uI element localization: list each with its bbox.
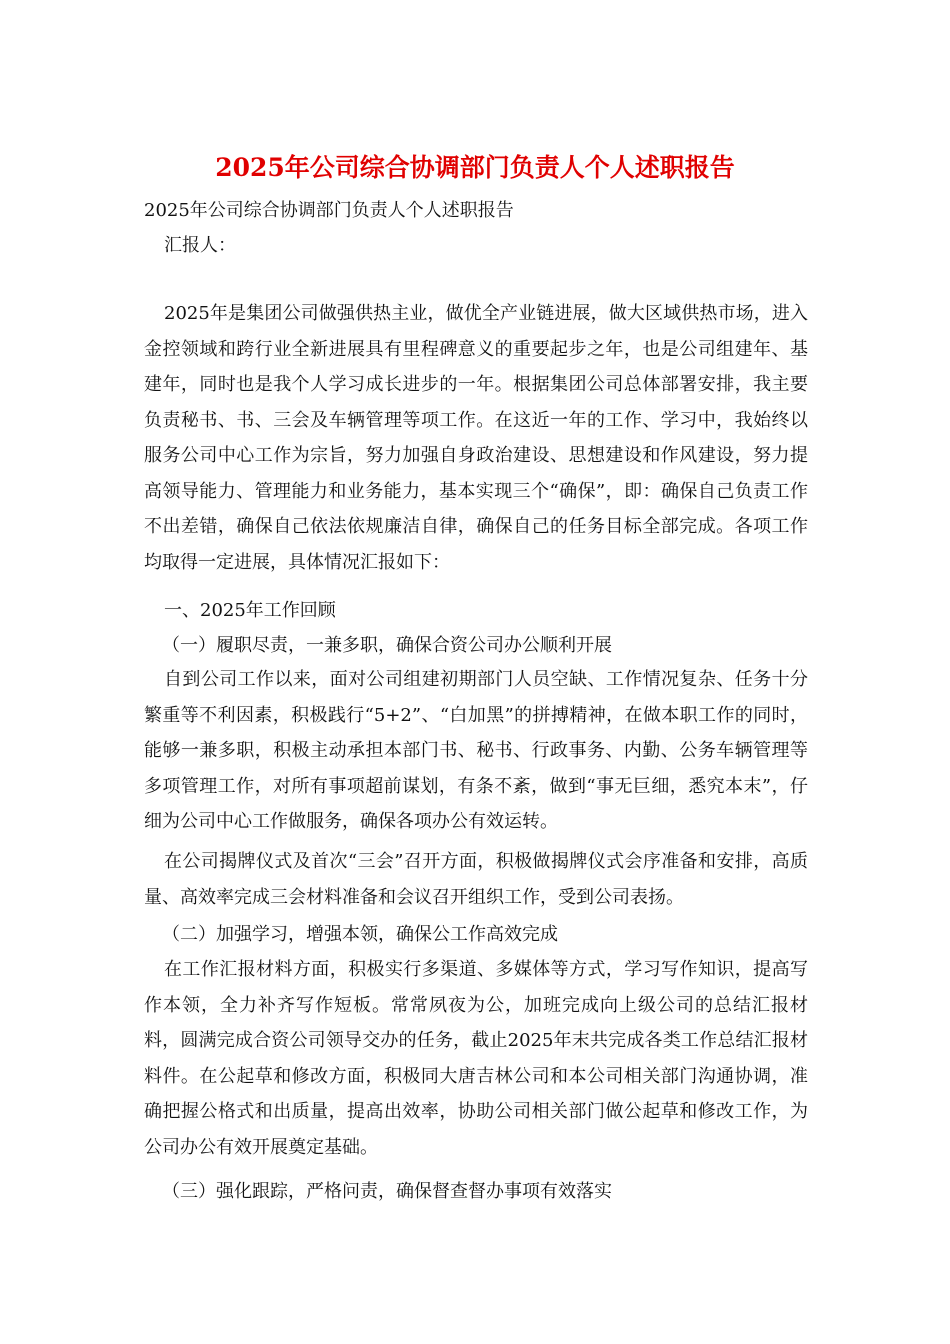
- reporter-label: 汇报人：: [164, 235, 236, 256]
- subsection-heading-2: （二）加强学习，增强本领，确保公工作高效完成: [162, 924, 558, 945]
- subsection-heading-3: （三）强化跟踪，严格问责，确保督查督办事项有效落实: [162, 1181, 612, 1202]
- section-heading-1: 一、2025年工作回顾: [164, 600, 336, 621]
- paragraph-ceremony: 在公司揭牌仪式及首次“三会”召开方面，积极做揭牌仪式会序准备和安排，高质量、高效率完成三会材料准备和会议召开组织工作，受到公司表扬。: [144, 851, 808, 908]
- paragraph-duties: 自到公司工作以来，面对公司组建初期部门人员空缺、工作情况复杂、任务十分繁重等不利因素，积极践行“5+2”、“白加黑”的拼搏精神，在做本职工作的同时，能够一兼多职，积极主动承担本部门书、秘书、行政事务、内勤、公务车辆管理等多项管理工作，对所有事项超前谋划，有条不紊，做到“事无巨细，悉究本末”，仔细为公司中心工作做服务，确保各项办公有效运转。: [144, 669, 808, 832]
- document-title: 2025年公司综合协调部门负责人个人述职报告: [215, 153, 735, 182]
- paragraph-intro: 2025年是集团公司做强供热主业，做优全产业链进展，做大区域供热市场，进入金控领域和跨行业全新进展具有里程碑意义的重要起步之年，也是公司组建年、基建年，同时也是我个人学习成长进步的一年。根据集团公司总体部署安排，我主要负责秘书、书、三会及车辆管理等项工作。在这近一年的工作、学习中，我始终以服务公司中心工作为宗旨，努力加强自身政治建设、思想建设和作风建设，努力提高领导能力、管理能力和业务能力，基本实现三个“确保”，即：确保自己负责工作不出差错，确保自己依法依规廉洁自律，确保自己的任务目标全部完成。各项工作均取得一定进展，具体情况汇报如下：: [144, 303, 808, 573]
- document-subtitle: 2025年公司综合协调部门负责人个人述职报告: [144, 200, 514, 221]
- paragraph-writing: 在工作汇报材料方面，积极实行多渠道、多媒体等方式，学习写作知识，提高写作本领，全力补齐写作短板。常常夙夜为公，加班完成向上级公司的总结汇报材料，圆满完成合资公司领导交办的任务，截止2025年末共完成各类工作总结汇报材料件。在公起草和修改方面，积极同大唐吉林公司和本公司相关部门沟通协调，准确把握公格式和出质量，提高出效率，协助公司相关部门做公起草和修改工作，为公司办公有效开展奠定基础。: [144, 959, 808, 1158]
- subsection-heading-1: （一）履职尽责，一兼多职，确保合资公司办公顺利开展: [162, 635, 612, 656]
